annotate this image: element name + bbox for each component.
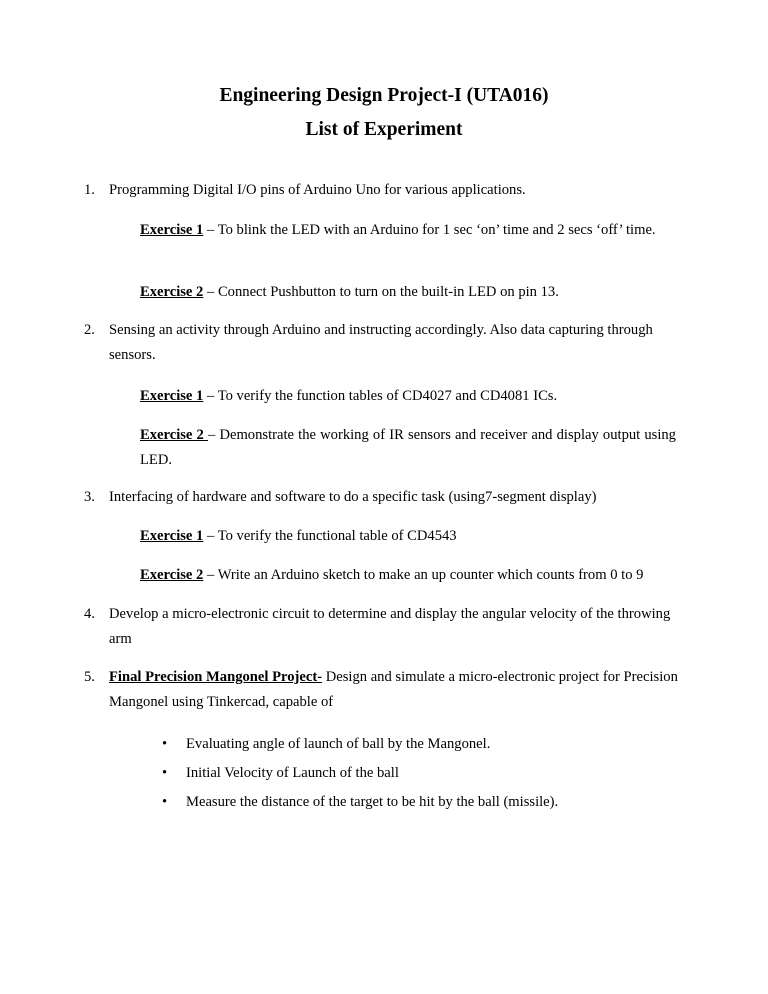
exercise-text: – To verify the function tables of CD4027 and CD4081 ICs.: [203, 388, 558, 404]
list-item-5: [84, 665, 679, 715]
bullet-item-1: [162, 734, 686, 754]
list-item-1: [84, 178, 679, 203]
list-item-number: 1.: [84, 182, 95, 198]
list-item-text: Develop a micro-electronic circuit to determine and display the angular velocity of the throwing arm: [109, 606, 671, 647]
list-item-4: [84, 602, 679, 652]
exercise-label: Exercise 2: [140, 567, 204, 583]
exercise-text: – To blink the LED with an Arduino for 1 sec ‘on’ time and 2 secs ‘off’ time.: [203, 222, 656, 238]
exercise-text: – To verify the functional table of CD4543: [203, 528, 457, 544]
list-item-text: Programming Digital I/O pins of Arduino Uno for various applications.: [109, 182, 526, 198]
bullet-icon: •: [162, 765, 168, 781]
exercise-label: Exercise 2: [140, 284, 204, 300]
exercise-text: – Demonstrate the working of IR sensors and receiver and display output using LED.: [140, 427, 676, 468]
exercise-3-1: [140, 524, 676, 549]
document-subtitle: List of Experiment: [305, 119, 463, 140]
exercise-2-1: [140, 384, 676, 409]
exercise-label: Exercise 2: [140, 427, 208, 443]
document-title: Engineering Design Project-I (UTA016): [219, 85, 549, 106]
bullet-text: Initial Velocity of Launch of the ball: [186, 765, 399, 781]
exercise-text: – Write an Arduino sketch to make an up counter which counts from 0 to 9: [203, 567, 644, 583]
final-project-label: Final Precision Mangonel Project-: [109, 669, 323, 685]
exercise-text: – Connect Pushbutton to turn on the built-in LED on pin 13.: [203, 284, 559, 300]
exercise-1-2: [140, 280, 676, 305]
list-item-number: 4.: [84, 606, 95, 622]
exercise-label: Exercise 1: [140, 388, 204, 404]
list-item-number: 5.: [84, 669, 95, 685]
bullet-item-2: [162, 763, 686, 783]
bullet-item-3: [162, 792, 686, 812]
bullet-text: Evaluating angle of launch of ball by the Mangonel.: [186, 736, 491, 752]
bullet-text: Measure the distance of the target to be hit by the ball (missile).: [186, 794, 559, 810]
bullet-icon: •: [162, 794, 168, 810]
exercise-label: Exercise 1: [140, 222, 204, 238]
exercise-3-2: [140, 563, 676, 588]
list-item-3: [84, 485, 679, 510]
exercise-2-2: [140, 423, 676, 473]
list-item-text: Interfacing of hardware and software to do a specific task (using7-segment display): [109, 489, 597, 505]
bullet-icon: •: [162, 736, 168, 752]
exercise-label: Exercise 1: [140, 528, 204, 544]
list-item-2: [84, 318, 679, 368]
list-item-number: 3.: [84, 489, 95, 505]
list-item-text: Design and simulate a micro-electronic project for Precision Mangonel using Tinkercad, capable of: [109, 669, 678, 710]
list-item-number: 2.: [84, 322, 95, 338]
exercise-1-1: [140, 218, 676, 243]
list-item-text: Sensing an activity through Arduino and instructing accordingly. Also data capturing through sensors.: [109, 322, 653, 363]
